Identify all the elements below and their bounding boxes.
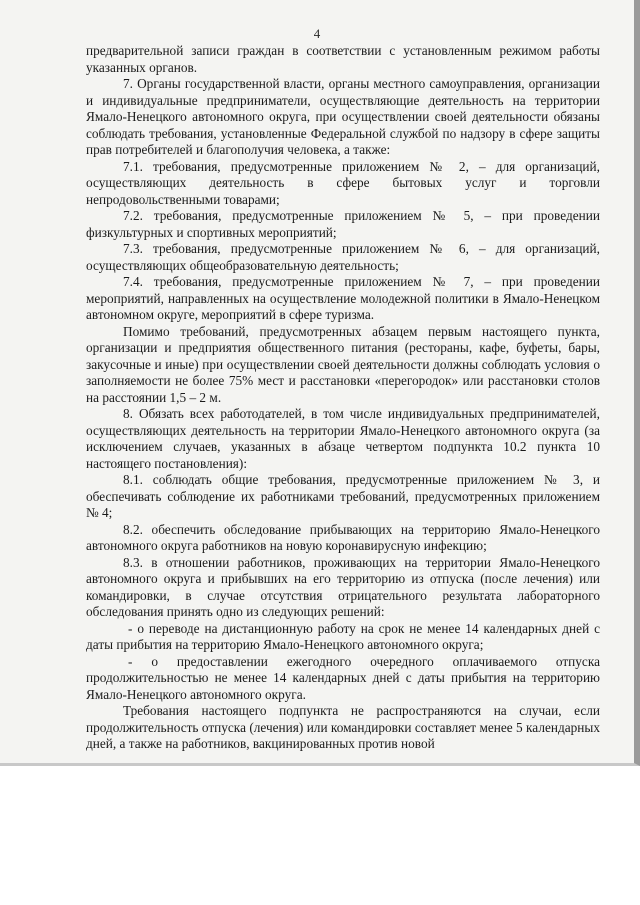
paragraph: предварительной записи граждан в соответствии с установленным режимом работы указанных органов. — [86, 43, 600, 75]
page-number: 4 — [313, 26, 321, 41]
paragraph: 8.1. соблюдать общие требования, предусмотренные приложением № 3, и обеспечивать соблюдение их работниками требований, предусмотренных приложением № 4; — [86, 472, 600, 520]
blank-area — [0, 766, 640, 905]
paragraph: 7.1. требования, предусмотренные приложением № 2, – для организаций, осуществляющих деятельность в сфере бытовых услуг и торговли непродовольственными товарами; — [86, 158, 600, 207]
paragraph: - о переводе на дистанционную работу на срок не менее 14 календарных дней с даты прибытия на территорию Ямало-Ненецкого автономного округа; — [86, 620, 600, 652]
paragraph: Помимо требований, предусмотренных абзацем первым настоящего пункта, организации и предприятия общественного питания (рестораны, кафе, буфеты, бары, закусочные и иные) при осуществлении своей деятельности должны соблюдать условия о заполняемости не более 75% мест и расстановки «перегородок» или расстановки столов на расстоянии 1,5 – 2 м. — [86, 323, 600, 405]
paragraph: 7.3. требования, предусмотренные приложением № 6, – для организаций, осуществляющих общеобразовательную деятельность; — [86, 241, 600, 273]
paragraph: Требования настоящего подпункта не распространяются на случаи, если продолжительность отпуска (лечения) или командировки составляет менее 5 календарных дней, а также на работников, вакцинированных против новой — [86, 703, 600, 751]
paragraph: - о предоставлении ежегодного очередного оплачиваемого отпуска продолжительностью не менее 14 календарных дней с даты прибытия на территорию Ямало-Ненецкого автономного округа. — [86, 653, 600, 702]
paragraph: 8.3. в отношении работников, проживающих на территории Ямало-Ненецкого автономного округа и прибывших на его территорию из отпуска (после лечения) или командировки, в случае отсутствия отрицательного результата лабораторного обследования принять одно из следующих решений: — [86, 554, 600, 619]
paragraph: 8.2. обеспечить обследование прибывающих на территорию Ямало-Ненецкого автономного округа работников на новую коронавирусную инфекцию; — [86, 521, 600, 553]
paragraph: 7.2. требования, предусмотренные приложением № 5, – при проведении физкультурных и спортивных мероприятий; — [86, 208, 600, 240]
document-body — [86, 43, 600, 753]
paragraph: 7. Органы государственной власти, органы местного самоуправления, организации и индивидуальные предприниматели, осуществляющие деятельность на территории Ямало-Ненецкого автономного округа, при осуществлении своей деятельности обязаны соблюдать требования, установленные Федеральной службой по надзору в сфере защиты прав потребителей и благополучия человека, а также: — [86, 76, 600, 157]
paragraph: 7.4. требования, предусмотренные приложением № 7, – при проведении мероприятий, направленных на осуществление молодежной политики в Ямало-Ненецком автономном округе, мероприятий в сфере туризма. — [86, 274, 600, 322]
paragraph: 8. Обязать всех работодателей, в том числе индивидуальных предпринимателей, осуществляющих деятельность на территории Ямало-Ненецкого автономного округа (за исключением случаев, указанных в абзаце четвертом подпункта 10.2 пункта 10 настоящего постановления): — [86, 406, 600, 471]
